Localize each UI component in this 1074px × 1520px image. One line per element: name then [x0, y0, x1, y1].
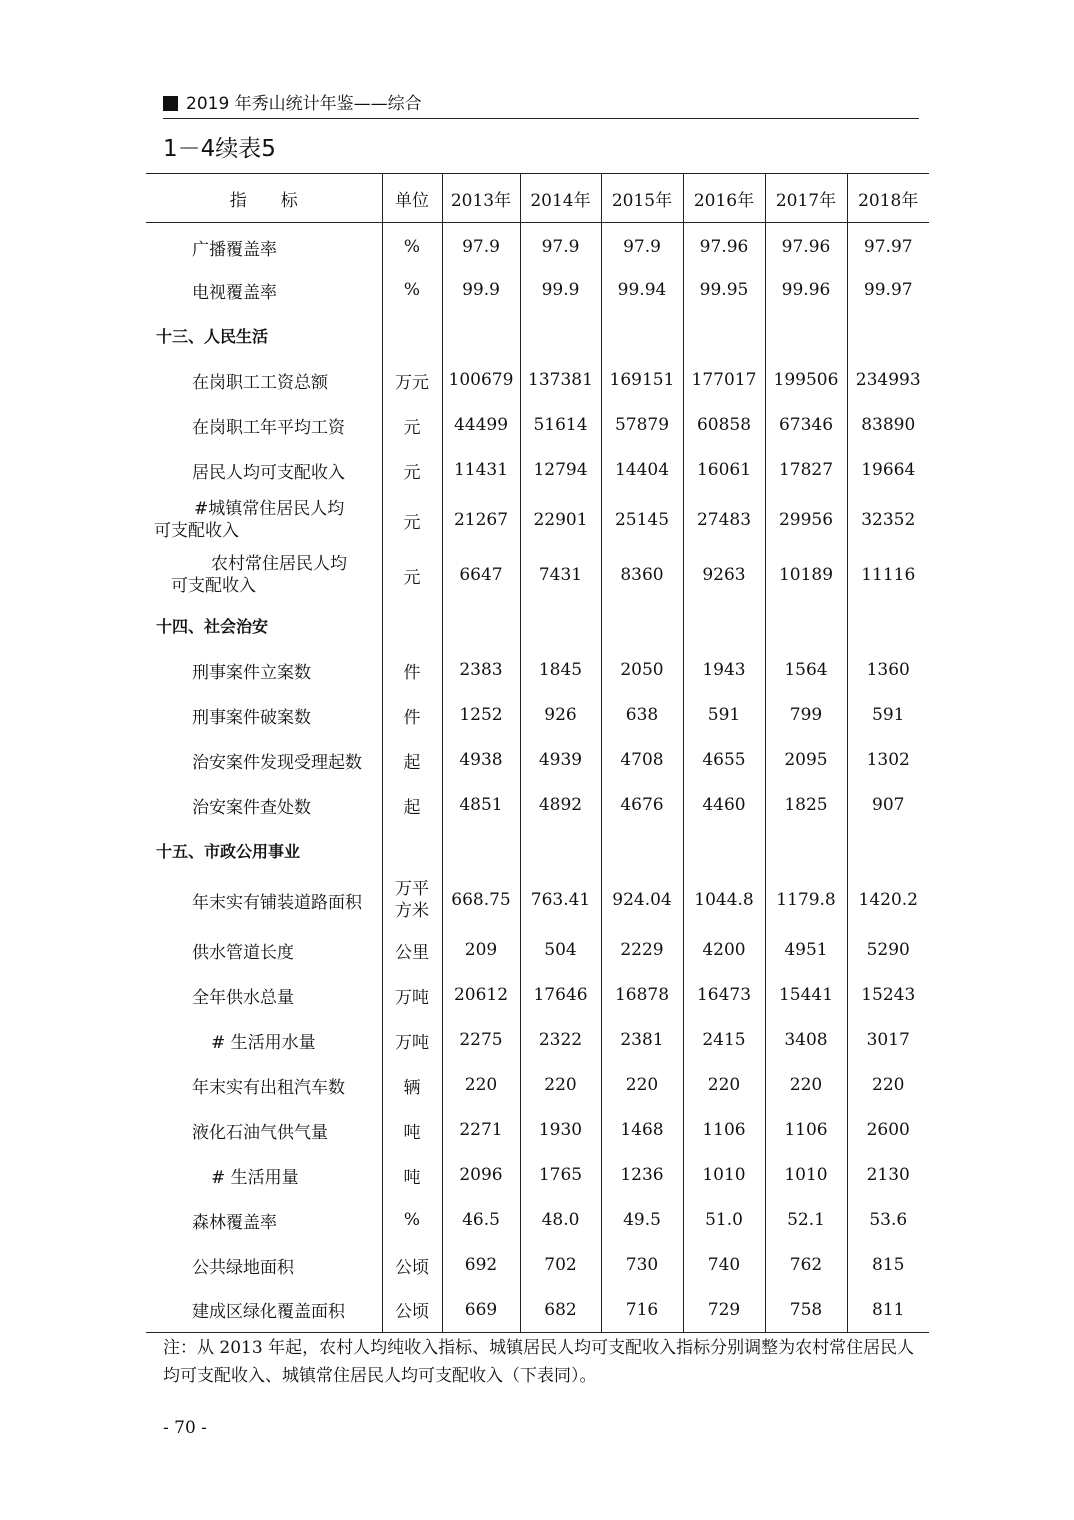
- value-cell: 99.97: [847, 268, 929, 313]
- col-header-2013: 2013年: [442, 174, 520, 223]
- table-row: [146, 973, 929, 1018]
- empty-cell: [601, 313, 683, 358]
- value-cell: 4939: [520, 738, 601, 783]
- unit-cell: 万吨: [382, 973, 442, 1018]
- value-cell: 16473: [683, 973, 765, 1018]
- row-label: 森林覆盖率: [192, 1212, 277, 1233]
- statistics-table: [146, 173, 929, 1333]
- row-label: 年末实有铺装道路面积: [192, 892, 362, 913]
- col-header-indicator: 指 标: [146, 174, 382, 223]
- table-row: [146, 493, 929, 548]
- value-cell: 32352: [847, 493, 929, 548]
- value-cell: 591: [683, 693, 765, 738]
- value-cell: 15441: [765, 973, 847, 1018]
- value-cell: 692: [442, 1243, 520, 1288]
- unit-line1: 万平: [395, 879, 429, 899]
- value-cell: 17646: [520, 973, 601, 1018]
- empty-cell: [765, 603, 847, 648]
- value-cell: 682: [520, 1288, 601, 1333]
- header-title: 2019 年秀山统计年鉴——综合: [186, 94, 422, 114]
- col-header-2016: 2016年: [683, 174, 765, 223]
- value-cell: 729: [683, 1288, 765, 1333]
- value-cell: 97.9: [601, 223, 683, 268]
- value-cell: 99.94: [601, 268, 683, 313]
- table-row: [146, 403, 929, 448]
- col-header-unit: 单位: [382, 174, 442, 223]
- row-label: 在岗职工年平均工资: [192, 417, 345, 438]
- value-cell: 12794: [520, 448, 601, 493]
- value-cell: 9263: [683, 548, 765, 603]
- unit-cell: 元: [382, 493, 442, 548]
- table-body: [146, 223, 929, 1333]
- table-row: [146, 783, 929, 828]
- value-cell: 11116: [847, 548, 929, 603]
- table-row: [146, 1198, 929, 1243]
- value-cell: 740: [683, 1243, 765, 1288]
- value-cell: 100679: [442, 358, 520, 403]
- empty-cell: [382, 603, 442, 648]
- unit-cell: 起: [382, 738, 442, 783]
- value-cell: 99.9: [442, 268, 520, 313]
- empty-cell: [765, 313, 847, 358]
- empty-cell: [442, 313, 520, 358]
- table-row: [146, 693, 929, 738]
- value-cell: 3017: [847, 1018, 929, 1063]
- value-cell: 2383: [442, 648, 520, 693]
- value-cell: 97.96: [765, 223, 847, 268]
- value-cell: 137381: [520, 358, 601, 403]
- row-label: 刑事案件破案数: [192, 707, 311, 728]
- value-cell: 29956: [765, 493, 847, 548]
- value-cell: 1179.8: [765, 873, 847, 928]
- value-cell: 1106: [683, 1108, 765, 1153]
- unit-cell: 吨: [382, 1108, 442, 1153]
- value-cell: 1765: [520, 1153, 601, 1198]
- table-row: [146, 928, 929, 973]
- value-cell: 11431: [442, 448, 520, 493]
- value-cell: 27483: [683, 493, 765, 548]
- value-cell: 4676: [601, 783, 683, 828]
- value-cell: 16878: [601, 973, 683, 1018]
- value-cell: 220: [442, 1063, 520, 1108]
- unit-cell: 公里: [382, 928, 442, 973]
- col-header-2015: 2015年: [601, 174, 683, 223]
- value-cell: 1930: [520, 1108, 601, 1153]
- row-label: 全年供水总量: [192, 987, 294, 1008]
- value-cell: 6647: [442, 548, 520, 603]
- row-label-line1: 农村常住居民人均: [194, 554, 347, 574]
- value-cell: 57879: [601, 403, 683, 448]
- value-cell: 220: [847, 1063, 929, 1108]
- value-cell: 924.04: [601, 873, 683, 928]
- value-cell: 716: [601, 1288, 683, 1333]
- value-cell: 926: [520, 693, 601, 738]
- value-cell: 1302: [847, 738, 929, 783]
- page-number: - 70 -: [163, 1418, 207, 1438]
- value-cell: 4938: [442, 738, 520, 783]
- empty-cell: [520, 828, 601, 873]
- row-label: 公共绿地面积: [192, 1257, 294, 1278]
- value-cell: 220: [765, 1063, 847, 1108]
- table-row: [146, 738, 929, 783]
- value-cell: 220: [520, 1063, 601, 1108]
- section-title: 十四、社会治安: [156, 616, 269, 636]
- row-label: 年末实有出租汽车数: [192, 1077, 345, 1098]
- value-cell: 1564: [765, 648, 847, 693]
- value-cell: 8360: [601, 548, 683, 603]
- unit-cell: 元: [382, 548, 442, 603]
- value-cell: 5290: [847, 928, 929, 973]
- value-cell: 99.96: [765, 268, 847, 313]
- empty-cell: [382, 828, 442, 873]
- value-cell: 14404: [601, 448, 683, 493]
- value-cell: 177017: [683, 358, 765, 403]
- table-row: [146, 1018, 929, 1063]
- empty-cell: [520, 313, 601, 358]
- unit-cell: 元: [382, 448, 442, 493]
- value-cell: 907: [847, 783, 929, 828]
- value-cell: 2050: [601, 648, 683, 693]
- empty-cell: [847, 313, 929, 358]
- page-header: [163, 94, 919, 119]
- value-cell: 668.75: [442, 873, 520, 928]
- value-cell: 1845: [520, 648, 601, 693]
- value-cell: 51614: [520, 403, 601, 448]
- table-subtitle: 1－4续表5: [163, 136, 276, 162]
- section-title: 十五、市政公用事业: [156, 841, 301, 861]
- row-label: 广播覆盖率: [192, 239, 277, 260]
- value-cell: 7431: [520, 548, 601, 603]
- section-row: [146, 603, 929, 648]
- row-label: # 生活用量: [211, 1167, 299, 1188]
- col-header-2018: 2018年: [847, 174, 929, 223]
- value-cell: 25145: [601, 493, 683, 548]
- table-row: [146, 223, 929, 268]
- value-cell: 1106: [765, 1108, 847, 1153]
- value-cell: 1010: [683, 1153, 765, 1198]
- value-cell: 1420.2: [847, 873, 929, 928]
- row-label: 在岗职工工资总额: [192, 372, 328, 393]
- table-row: [146, 873, 929, 928]
- value-cell: 4951: [765, 928, 847, 973]
- value-cell: 591: [847, 693, 929, 738]
- value-cell: 2415: [683, 1018, 765, 1063]
- unit-cell: 元: [382, 403, 442, 448]
- value-cell: 83890: [847, 403, 929, 448]
- col-header-2014: 2014年: [520, 174, 601, 223]
- value-cell: 2095: [765, 738, 847, 783]
- value-cell: 638: [601, 693, 683, 738]
- value-cell: 2271: [442, 1108, 520, 1153]
- value-cell: 1825: [765, 783, 847, 828]
- value-cell: 49.5: [601, 1198, 683, 1243]
- value-cell: 4460: [683, 783, 765, 828]
- value-cell: 97.9: [442, 223, 520, 268]
- value-cell: 2322: [520, 1018, 601, 1063]
- value-cell: 99.9: [520, 268, 601, 313]
- row-label: 电视覆盖率: [192, 282, 277, 303]
- value-cell: 2600: [847, 1108, 929, 1153]
- value-cell: 67346: [765, 403, 847, 448]
- table-row: [146, 358, 929, 403]
- value-cell: 22901: [520, 493, 601, 548]
- value-cell: 4851: [442, 783, 520, 828]
- value-cell: 60858: [683, 403, 765, 448]
- unit-cell: 公顷: [382, 1288, 442, 1333]
- unit-line2: 方米: [395, 901, 429, 921]
- empty-cell: [847, 828, 929, 873]
- empty-cell: [847, 603, 929, 648]
- value-cell: 10189: [765, 548, 847, 603]
- table-row: [146, 1153, 929, 1198]
- value-cell: 1010: [765, 1153, 847, 1198]
- value-cell: 16061: [683, 448, 765, 493]
- value-cell: 17827: [765, 448, 847, 493]
- value-cell: 209: [442, 928, 520, 973]
- value-cell: 1943: [683, 648, 765, 693]
- unit-cell: 件: [382, 693, 442, 738]
- row-label: 居民人均可支配收入: [192, 462, 345, 483]
- col-header-2017: 2017年: [765, 174, 847, 223]
- value-cell: 758: [765, 1288, 847, 1333]
- empty-cell: [442, 603, 520, 648]
- unit-cell: 辆: [382, 1063, 442, 1108]
- unit-cell: %: [382, 268, 442, 313]
- row-label: 治安案件发现受理起数: [192, 752, 362, 773]
- value-cell: 48.0: [520, 1198, 601, 1243]
- empty-cell: [765, 828, 847, 873]
- row-label: 供水管道长度: [192, 942, 294, 963]
- value-cell: 220: [601, 1063, 683, 1108]
- empty-cell: [601, 603, 683, 648]
- value-cell: 2096: [442, 1153, 520, 1198]
- unit-cell: 万元: [382, 358, 442, 403]
- table-row: [146, 448, 929, 493]
- value-cell: 811: [847, 1288, 929, 1333]
- value-cell: 20612: [442, 973, 520, 1018]
- table-row: [146, 1243, 929, 1288]
- value-cell: 99.95: [683, 268, 765, 313]
- table-row: [146, 268, 929, 313]
- unit-cell: [382, 873, 442, 928]
- table-row: [146, 1288, 929, 1333]
- empty-cell: [683, 828, 765, 873]
- value-cell: 763.41: [520, 873, 601, 928]
- row-label-line2: 可支配收入: [154, 521, 239, 541]
- row-label-line2: 可支配收入: [154, 576, 256, 596]
- value-cell: 799: [765, 693, 847, 738]
- empty-cell: [382, 313, 442, 358]
- value-cell: 220: [683, 1063, 765, 1108]
- unit-cell: 件: [382, 648, 442, 693]
- unit-cell: %: [382, 1198, 442, 1243]
- unit-cell: 公顷: [382, 1243, 442, 1288]
- value-cell: 2229: [601, 928, 683, 973]
- value-cell: 52.1: [765, 1198, 847, 1243]
- table-row: [146, 1063, 929, 1108]
- footnote: 注：从 2013 年起，农村人均纯收入指标、城镇居民人均可支配收入指标分别调整为农村常住居民人均可支配收入、城镇常住居民人均可支配收入（下表同）。: [163, 1338, 915, 1386]
- row-label: 治安案件查处数: [192, 797, 311, 818]
- value-cell: 669: [442, 1288, 520, 1333]
- value-cell: 702: [520, 1243, 601, 1288]
- section-title: 十三、人民生活: [156, 326, 269, 346]
- row-label: 液化石油气供气量: [192, 1122, 328, 1143]
- value-cell: 21267: [442, 493, 520, 548]
- empty-cell: [683, 603, 765, 648]
- table-header-row: [146, 174, 929, 223]
- value-cell: 97.9: [520, 223, 601, 268]
- value-cell: 4200: [683, 928, 765, 973]
- value-cell: 199506: [765, 358, 847, 403]
- empty-cell: [442, 828, 520, 873]
- unit-cell: 万吨: [382, 1018, 442, 1063]
- value-cell: 2130: [847, 1153, 929, 1198]
- value-cell: 2275: [442, 1018, 520, 1063]
- value-cell: 1360: [847, 648, 929, 693]
- row-label: [146, 548, 382, 603]
- empty-cell: [520, 603, 601, 648]
- value-cell: 1252: [442, 693, 520, 738]
- table-row: [146, 1108, 929, 1153]
- row-label: # 生活用水量: [211, 1032, 316, 1053]
- value-cell: 1468: [601, 1108, 683, 1153]
- value-cell: 234993: [847, 358, 929, 403]
- value-cell: 815: [847, 1243, 929, 1288]
- unit-cell: %: [382, 223, 442, 268]
- value-cell: 51.0: [683, 1198, 765, 1243]
- value-cell: 730: [601, 1243, 683, 1288]
- value-cell: 46.5: [442, 1198, 520, 1243]
- value-cell: 504: [520, 928, 601, 973]
- value-cell: 169151: [601, 358, 683, 403]
- unit-cell: 起: [382, 783, 442, 828]
- value-cell: 2381: [601, 1018, 683, 1063]
- value-cell: 97.96: [683, 223, 765, 268]
- row-label: 刑事案件立案数: [192, 662, 311, 683]
- value-cell: 44499: [442, 403, 520, 448]
- row-label-line1: #城镇常住居民人均: [194, 499, 345, 519]
- value-cell: 4708: [601, 738, 683, 783]
- value-cell: 4655: [683, 738, 765, 783]
- value-cell: 97.97: [847, 223, 929, 268]
- value-cell: 762: [765, 1243, 847, 1288]
- value-cell: 53.6: [847, 1198, 929, 1243]
- value-cell: 15243: [847, 973, 929, 1018]
- empty-cell: [601, 828, 683, 873]
- row-label: 建成区绿化覆盖面积: [146, 1288, 382, 1333]
- section-row: [146, 313, 929, 358]
- table-row: [146, 648, 929, 693]
- value-cell: 19664: [847, 448, 929, 493]
- value-cell: 3408: [765, 1018, 847, 1063]
- row-label: [146, 493, 382, 548]
- section-row: [146, 828, 929, 873]
- value-cell: 4892: [520, 783, 601, 828]
- table-row: [146, 548, 929, 603]
- value-cell: 1236: [601, 1153, 683, 1198]
- square-bullet-icon: [163, 96, 178, 111]
- value-cell: 1044.8: [683, 873, 765, 928]
- empty-cell: [683, 313, 765, 358]
- unit-cell: 吨: [382, 1153, 442, 1198]
